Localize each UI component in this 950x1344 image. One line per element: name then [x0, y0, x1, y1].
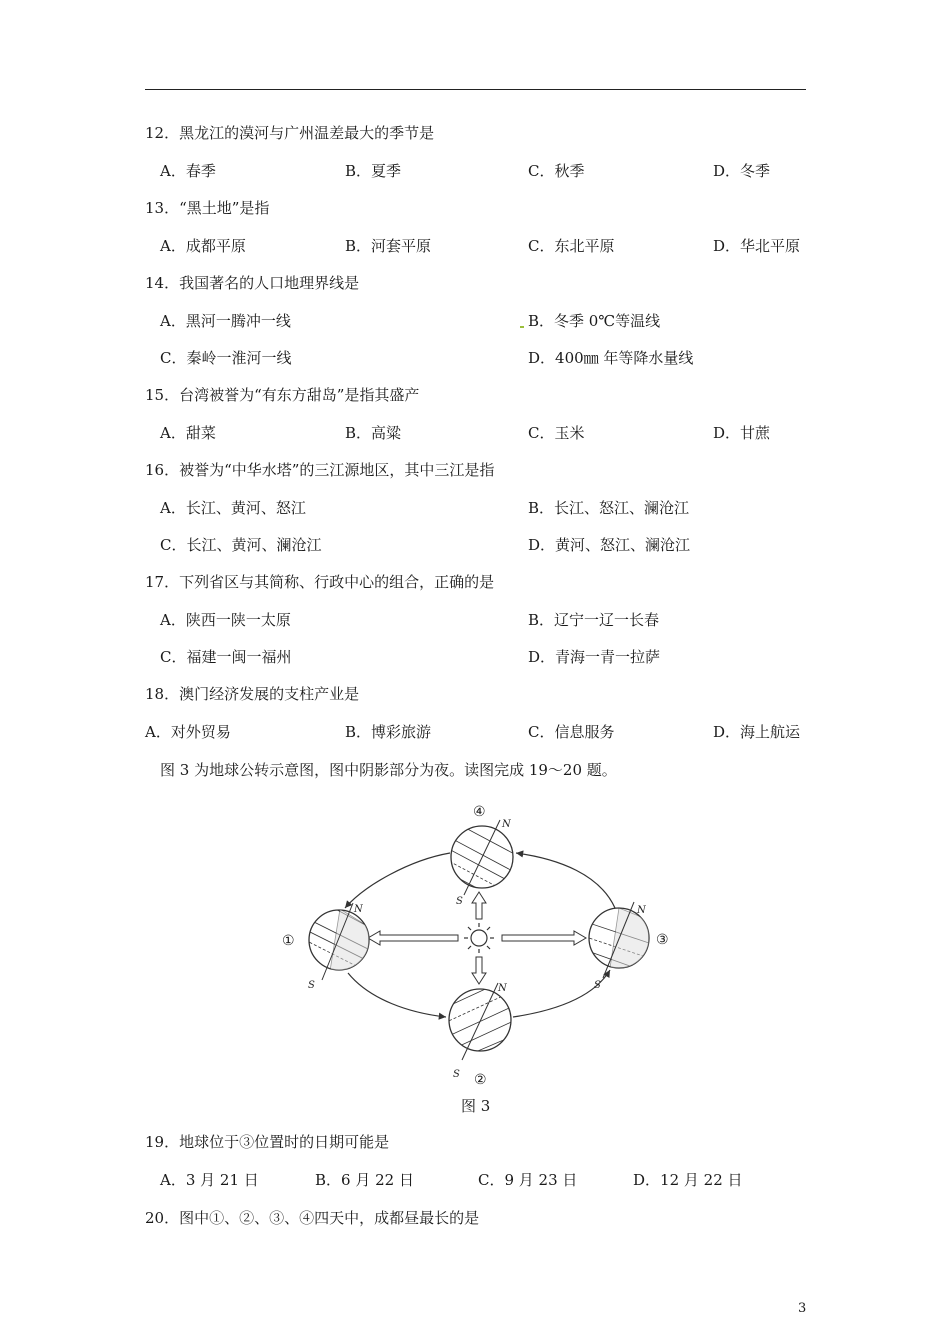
choice-12c: C．秋季	[528, 162, 585, 180]
choice-16d: D．黄河、怒江、澜沧江	[528, 536, 691, 554]
orbit-arc-4-to-1	[345, 853, 450, 908]
header-rule	[145, 89, 806, 90]
south-label-4: S	[456, 896, 463, 907]
choice-14b: B．冬季 0℃等温线	[528, 312, 661, 330]
north-label-4: N	[502, 819, 511, 830]
sun-icon	[464, 923, 494, 953]
question-12: 12．黑龙江的漠河与广州温差最大的季节是	[145, 124, 435, 142]
choice-16b: B．长江、怒江、澜沧江	[528, 499, 690, 517]
question-19: 19．地球位于③位置时的日期可能是	[145, 1133, 390, 1151]
choice-14d: D．400㎜ 年等降水量线	[528, 349, 694, 367]
orbit-arc-3-to-4	[516, 853, 615, 908]
choice-18b: B．博彩旅游	[345, 723, 432, 741]
choice-13d: D．华北平原	[713, 237, 801, 255]
choice-12a: A．春季	[160, 162, 216, 180]
choice-12d: D．冬季	[713, 162, 771, 180]
question-17: 17．下列省区与其简称、行政中心的组合，正确的是	[145, 573, 495, 591]
south-label-1: S	[308, 980, 315, 991]
choice-15d: D．甘蔗	[713, 424, 771, 442]
choice-13a: A．成都平原	[160, 237, 246, 255]
choice-13b: B．河套平原	[345, 237, 432, 255]
choice-12b: B．夏季	[345, 162, 402, 180]
label-position-2: ②	[474, 1072, 487, 1088]
question-16: 16．被誉为“中华水塔”的三江源地区，其中三江是指	[145, 461, 495, 479]
label-position-4: ④	[473, 804, 486, 820]
earth-position-1	[300, 903, 380, 980]
figure-caption: 图 3	[461, 1097, 491, 1115]
south-label-2: S	[453, 1069, 460, 1080]
north-label-1: N	[354, 904, 363, 915]
choice-16a: A．长江、黄河、怒江	[160, 499, 306, 517]
label-position-3: ③	[656, 932, 669, 948]
orbit-arc-1-to-2	[348, 973, 446, 1017]
north-label-3: N	[637, 905, 646, 916]
choice-15b: B．高粱	[345, 424, 402, 442]
choice-17b: B．辽宁一辽一长春	[528, 611, 660, 629]
choice-18d: D．海上航运	[713, 723, 801, 741]
choice-19b: B．6 月 22 日	[315, 1171, 414, 1189]
choice-19c: C．9 月 23 日	[478, 1171, 578, 1189]
choice-16c: C．长江、黄河、澜沧江	[160, 536, 322, 554]
choice-15a: A．甜菜	[160, 424, 216, 442]
choice-17a: A．陕西一陕一太原	[160, 611, 291, 629]
choice-13c: C．东北平原	[528, 237, 615, 255]
choice-18c: C．信息服务	[528, 723, 615, 741]
question-14: 14．我国著名的人口地理界线是	[145, 274, 360, 292]
choice-14c: C．秦岭一淮河一线	[160, 349, 292, 367]
figure-intro: 图 3 为地球公转示意图，图中阴影部分为夜。读图完成 19～20 题。	[160, 761, 617, 779]
choice-19d: D．12 月 22 日	[633, 1171, 743, 1189]
north-label-2: N	[498, 983, 507, 994]
choice-14a: A．黑河一腾冲一线	[160, 312, 291, 330]
choice-15c: C．玉米	[528, 424, 585, 442]
highlight-mark	[520, 326, 524, 328]
question-15: 15．台湾被誉为“有东方甜岛”是指其盛产	[145, 386, 420, 404]
earth-revolution-diagram	[270, 795, 690, 1095]
choice-17c: C．福建一闽一福州	[160, 648, 292, 666]
question-20: 20．图中①、②、③、④四天中，成都昼最长的是	[145, 1209, 480, 1227]
question-13: 13．“黑土地”是指	[145, 199, 270, 217]
orbit-arc-2-to-3	[513, 970, 610, 1017]
choice-17d: D．青海一青一拉萨	[528, 648, 661, 666]
south-label-3: S	[594, 980, 601, 991]
label-position-1: ①	[282, 933, 295, 949]
page-number: 3	[798, 1301, 807, 1316]
question-18: 18．澳门经济发展的支柱产业是	[145, 685, 360, 703]
choice-19a: A．3 月 21 日	[160, 1171, 259, 1189]
choice-18a: A．对外贸易	[145, 723, 231, 741]
